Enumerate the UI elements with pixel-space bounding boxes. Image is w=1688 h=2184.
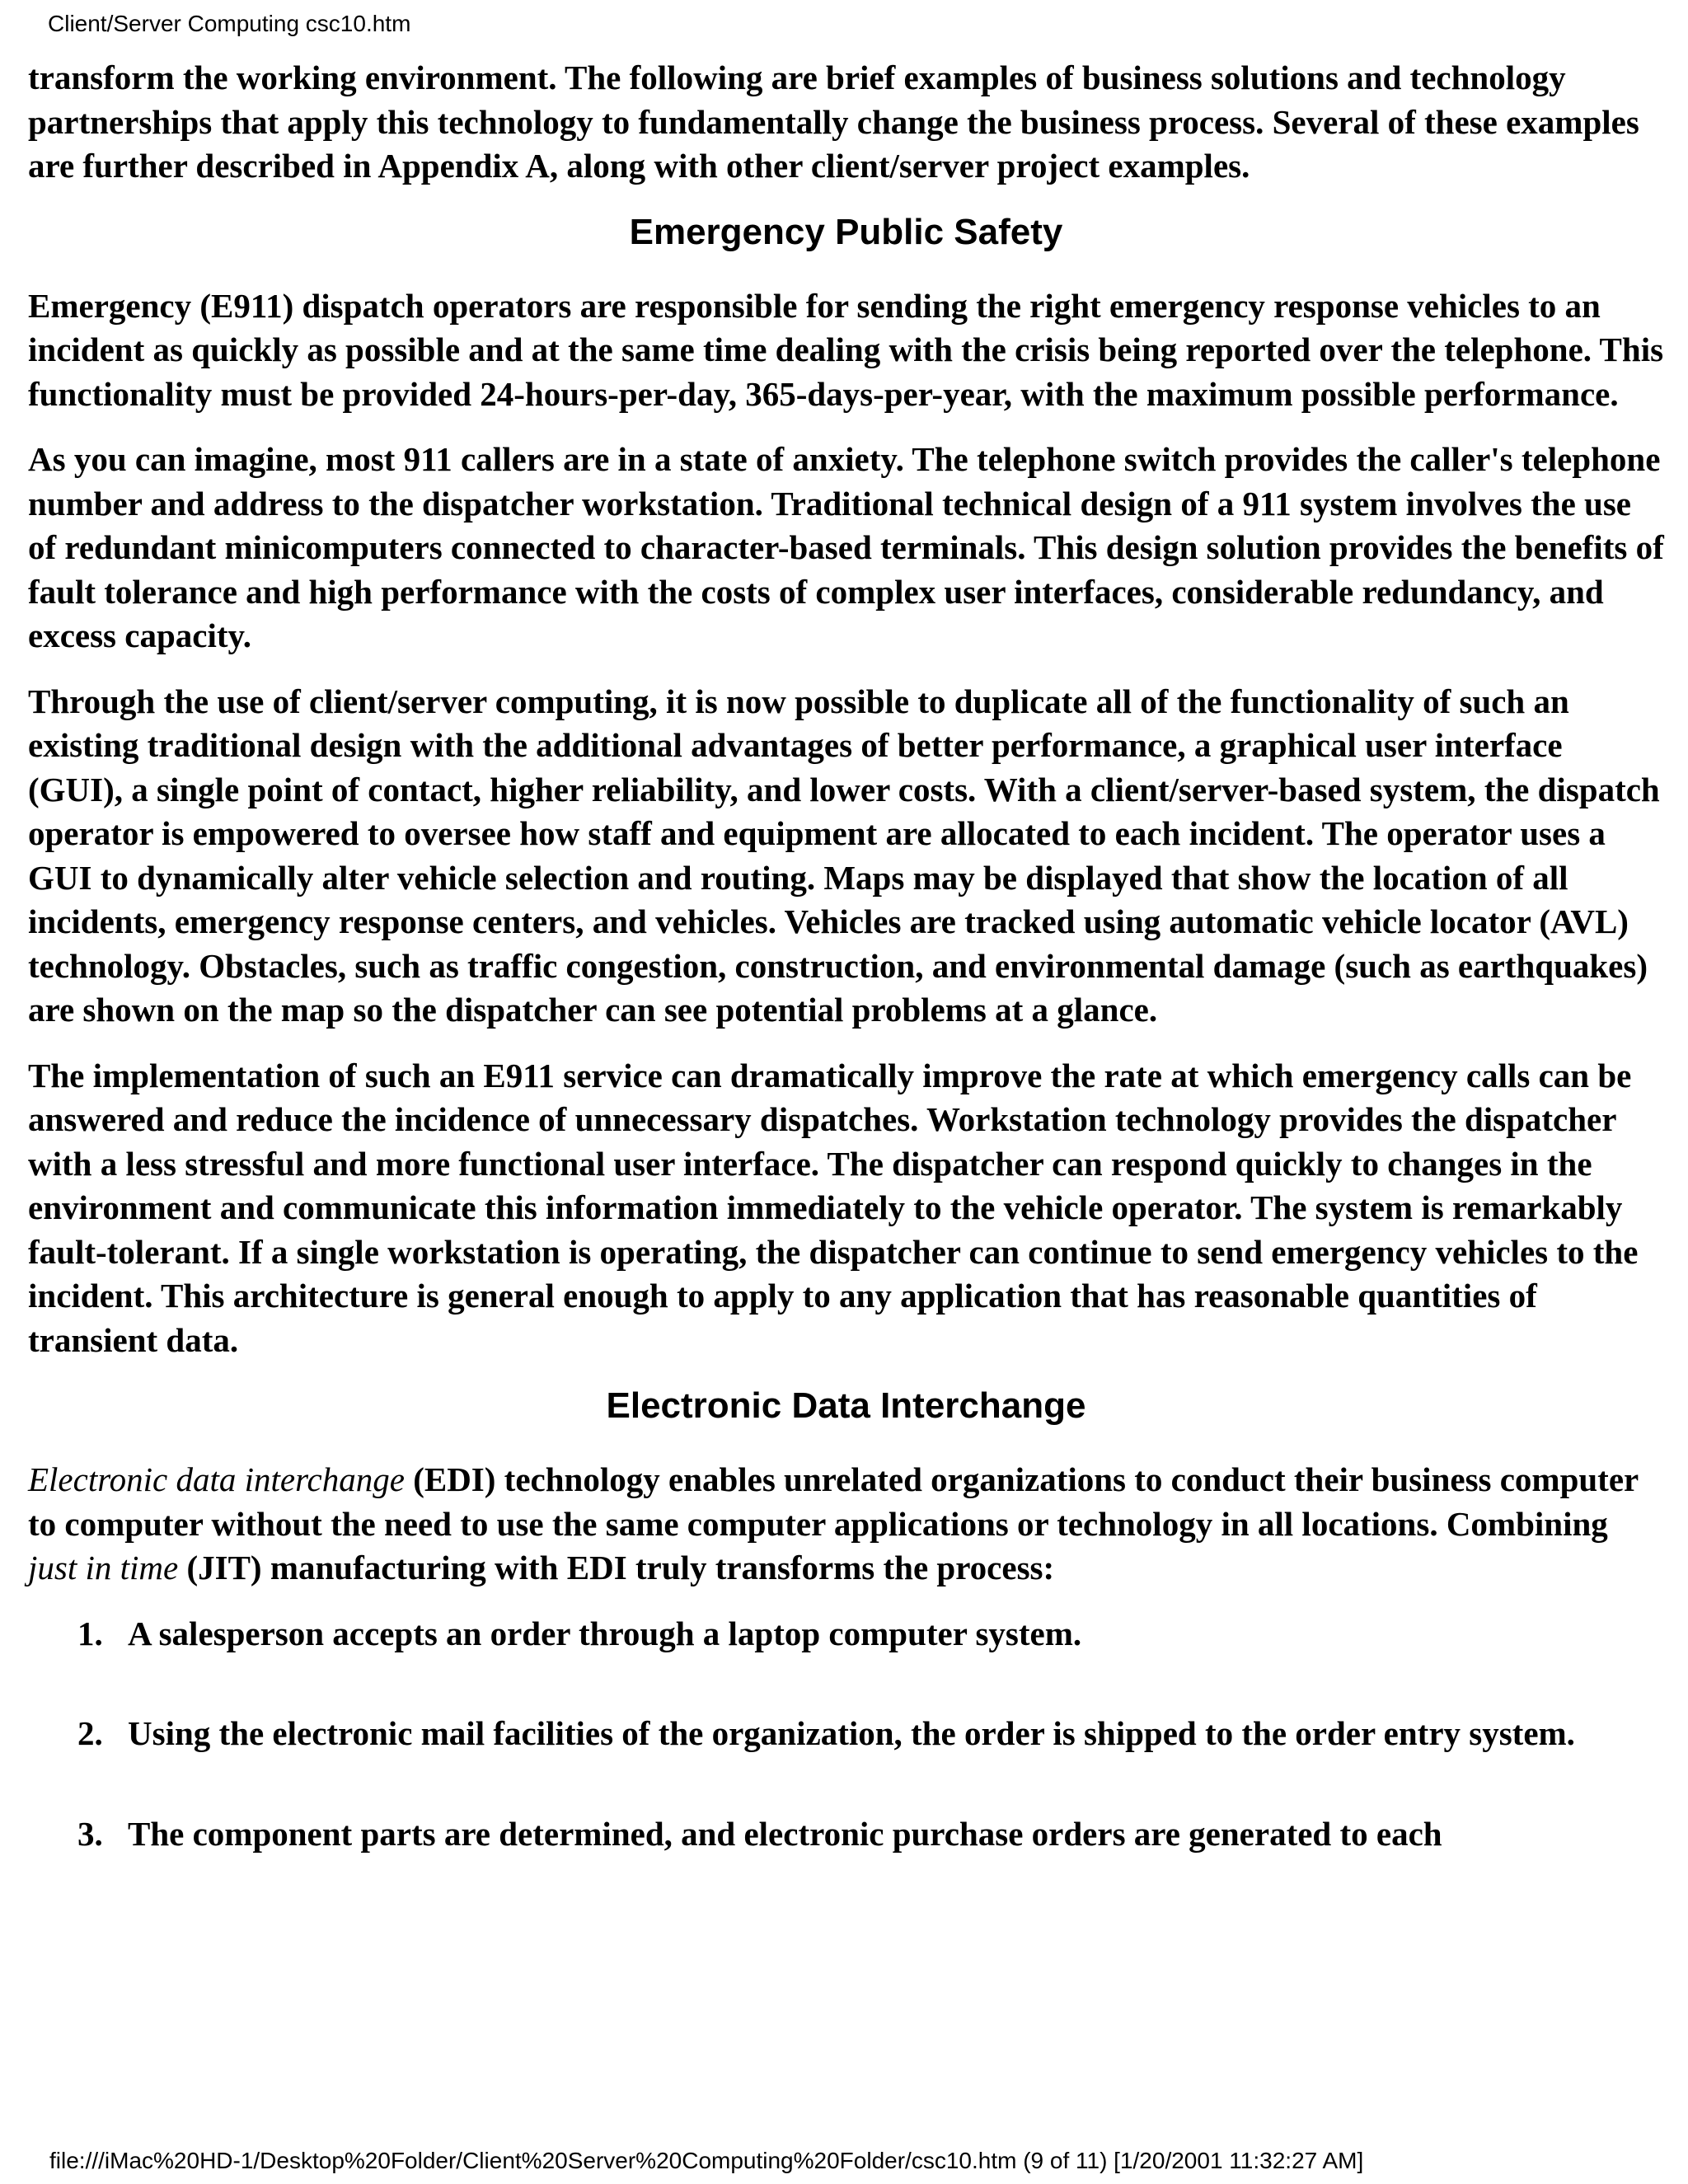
edi-steps-list	[28, 1612, 1664, 1857]
safety-paragraph-3: Through the use of client/server computing, it is now possible to duplicate all of the functionality of such an existing traditional design with the additional advantages of better performance, a graphical user interface (GUI), a single point of contact, higher reliability, and lower costs. With a client/server-based system, the dispatch operator is empowered to oversee how staff and equipment are allocated to each incident. The operator uses a GUI to dynamically alter vehicle selection and routing. Maps may be displayed that show the location of all incidents, emergency response centers, and vehicles. Vehicles are tracked using automatic vehicle locator (AVL) technology. Obstacles, such as traffic congestion, construction, and environmental damage (such as earthquakes) are shown on the map so the dispatcher can see potential problems at a glance.	[28, 682, 1660, 1029]
safety-paragraph-2: As you can imagine, most 911 callers are in a state of anxiety. The telephone switch provides the caller's telephone number and address to the dispatcher workstation. Traditional technical design of a 911 system involves the use of redundant minicomputers connected to character-based terminals. This design solution provides the benefits of fault tolerance and high performance with the costs of complex user interfaces, considerable redundancy, and excess capacity.	[28, 440, 1664, 654]
list-item-number: 2.	[77, 1714, 103, 1752]
list-item-text: Using the electronic mail facilities of the organization, the order is shipped to the order entry system.	[128, 1714, 1575, 1752]
list-item-text: The component parts are determined, and electronic purchase orders are generated to each	[128, 1814, 1442, 1853]
edi-intro-text-2: (JIT) manufacturing with EDI truly transforms the process:	[178, 1549, 1055, 1586]
edi-term: Electronic data interchange	[28, 1460, 405, 1498]
print-footer-url: file:///iMac%20HD-1/Desktop%20Folder/Client%20Server%20Computing%20Folder/csc10.htm (9 of 11) [1/20/2001 11:32:27 AM]	[49, 2148, 1364, 2173]
safety-paragraph-4: The implementation of such an E911 service can dramatically improve the rate at which emergency calls can be answered and reduce the incidence of unnecessary dispatches. Workstation technology provides the dispatcher with a less stressful and more functional user interface. The dispatcher can respond quickly to changes in the environment and communicate this information immediately to the vehicle operator. The system is remarkably fault-tolerant. If a single workstation is operating, the dispatcher can continue to send emergency vehicles to the incident. This architecture is general enough to apply to any application that has reasonable quantities of transient data.	[28, 1056, 1639, 1359]
list-item-number: 1.	[77, 1614, 103, 1652]
safety-paragraph-1: Emergency (E911) dispatch operators are responsible for sending the right emergency response vehicles to an incident as quickly as possible and at the same time dealing with the crisis being reported over the telephone. This functionality must be provided 24-hours-per-day, 365-days-per-year, with the maximum possible performance.	[28, 286, 1664, 413]
section-heading-emergency-public-safety: Emergency Public Safety	[629, 211, 1063, 252]
jit-term: just in time	[28, 1549, 179, 1586]
document-body	[28, 56, 1664, 1912]
section-heading-electronic-data-interchange: Electronic Data Interchange	[606, 1385, 1086, 1426]
edi-intro-text-1: (EDI) technology enables unrelated organizations to conduct their business computer to computer without the need to use the same computer applications or technology in all locations. Combining	[28, 1460, 1639, 1543]
list-item	[28, 1812, 1664, 1857]
list-item-text: A salesperson accepts an order through a laptop computer system.	[128, 1614, 1082, 1652]
intro-paragraph: transform the working environment. The following are brief examples of business solutions and technology partnerships that apply this technology to fundamentally change the business process. Several of these examples are further described in Appendix A, along with other client/server project examples.	[28, 59, 1639, 185]
list-item-number: 3.	[77, 1814, 103, 1853]
list-item	[28, 1612, 1664, 1657]
print-header-title: Client/Server Computing csc10.htm	[48, 11, 411, 36]
edi-intro-paragraph	[28, 1458, 1664, 1591]
list-item	[28, 1712, 1664, 1756]
